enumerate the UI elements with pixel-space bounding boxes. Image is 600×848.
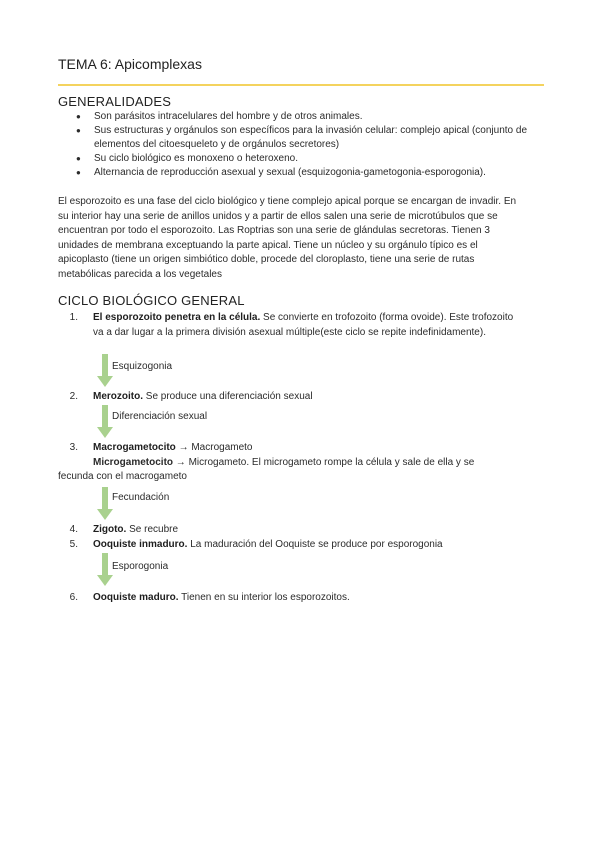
microgametocito-line: Microgametocito → Microgameto. El microgameto rompe la célula y sale de ella y se [93, 457, 475, 468]
list-item: ● Alternancia de reproducción asexual y sexual (esquizogonia-gametogonia-esporogonia). [76, 167, 486, 178]
section-heading-generalidades: GENERALIDADES [58, 94, 172, 109]
arrow-label-esporogonia: Esporogonia [112, 561, 169, 572]
esporozoito-paragraph: El esporozoito es una fase del ciclo biológico y tiene complejo apical porque se encargan de invadir. En su interior hay una serie de anillos unidos y a partir de ellos salen una serie de microtúbulos que se encuentran por todo el esporozoito. Las Roptrias son una serie de glándulas secretoras. Tienen 3 unidades de membrana exceptuando la parte apical. Tiene un núcleo y su orgánulo típico es el apicoplasto (tiene un origen simbiótico doble, procede del cloroplasto, tiene una serie de rutas metabólicas parecida a los vegetales [58, 196, 517, 280]
bullet-icon: ● [76, 126, 81, 135]
bullet-icon: ● [76, 112, 81, 121]
document-page: TEMA 6: Apicomplexas GENERALIDADES ● Son parásitos intracelulares del hombre y de otros animales. ● Sus estructuras y orgánulos son específicos para la invasión celular: complejo apical (conjunto de elementos del citoesqueleto y de orgánulos secretores) ● Su ciclo biológico es monoxeno o heteroxeno. ● Alternancia de reproducción asexual y sexual (esquizogonia-gametogonia-esporogonia). El esporozoito es una fase del ciclo biológico y tiene complejo apical porque se encargan de invadir. En su interior hay una serie de anillos unidos y a partir de ellos salen una serie de microtúbulos que se encuentran por todo el esporozoito. Las Roptrias son una serie de glándulas secretoras. Tienen 3 unidades de membrana exceptuando la parte apical. Tiene un núcleo y su orgánulo típico es el apicoplasto (tiene un origen simbiótico doble, procede del cloroplasto, tiene una serie de rutas metabólicas parecida a los vegetales CICLO BIOLÓGICO GENERAL 1. El esporozoito penetra en la célula. Se convierte en trofozoito (forma ovoide). Este trofozoito va a dar lugar a la primera división asexual múltiple(este ciclo se repite indefinidamente). Esquizogonia 2. Merozoito. Se produce una diferenciación sexual Diferenciación sexual 3. Macrogametocito → Macrogameto Microgametocito → Microgameto. El microgameto rompe la célula y sale de ella y se fecunda con el macrogameto Fecundación 4. Zigoto. Se recubre 5. Ooquiste inmaduro. La maduración del Ooquiste se produce por esporogonia Esporogonia 6. Ooquiste maduro. Tienen en su interior los esporozoitos. [0, 0, 600, 848]
list-item: ● Su ciclo biológico es monoxeno o heteroxeno. [76, 153, 299, 164]
title-underline [58, 84, 544, 86]
bullet-icon: ● [76, 168, 81, 177]
page-title: TEMA 6: Apicomplexas [58, 56, 202, 72]
generalidades-list [72, 110, 552, 180]
list-item: ● Sus estructuras y orgánulos son específicos para la invasión celular: complejo apical (conjunto de elementos del citoesqueleto y de orgánulos secretores) [76, 125, 528, 150]
bullet-icon: ● [76, 154, 81, 163]
list-item: ● Son parásitos intracelulares del hombre y de otros animales. [76, 111, 363, 122]
arrow-label-fecundacion: Fecundación [112, 492, 170, 503]
microgametocito-line-cont: fecunda con el macrogameto [58, 471, 187, 482]
arrow-label-diferenciacion: Diferenciación sexual [112, 411, 208, 422]
section-heading-ciclo: CICLO BIOLÓGICO GENERAL [58, 293, 245, 308]
arrow-label-esquizogonia: Esquizogonia [112, 361, 173, 372]
